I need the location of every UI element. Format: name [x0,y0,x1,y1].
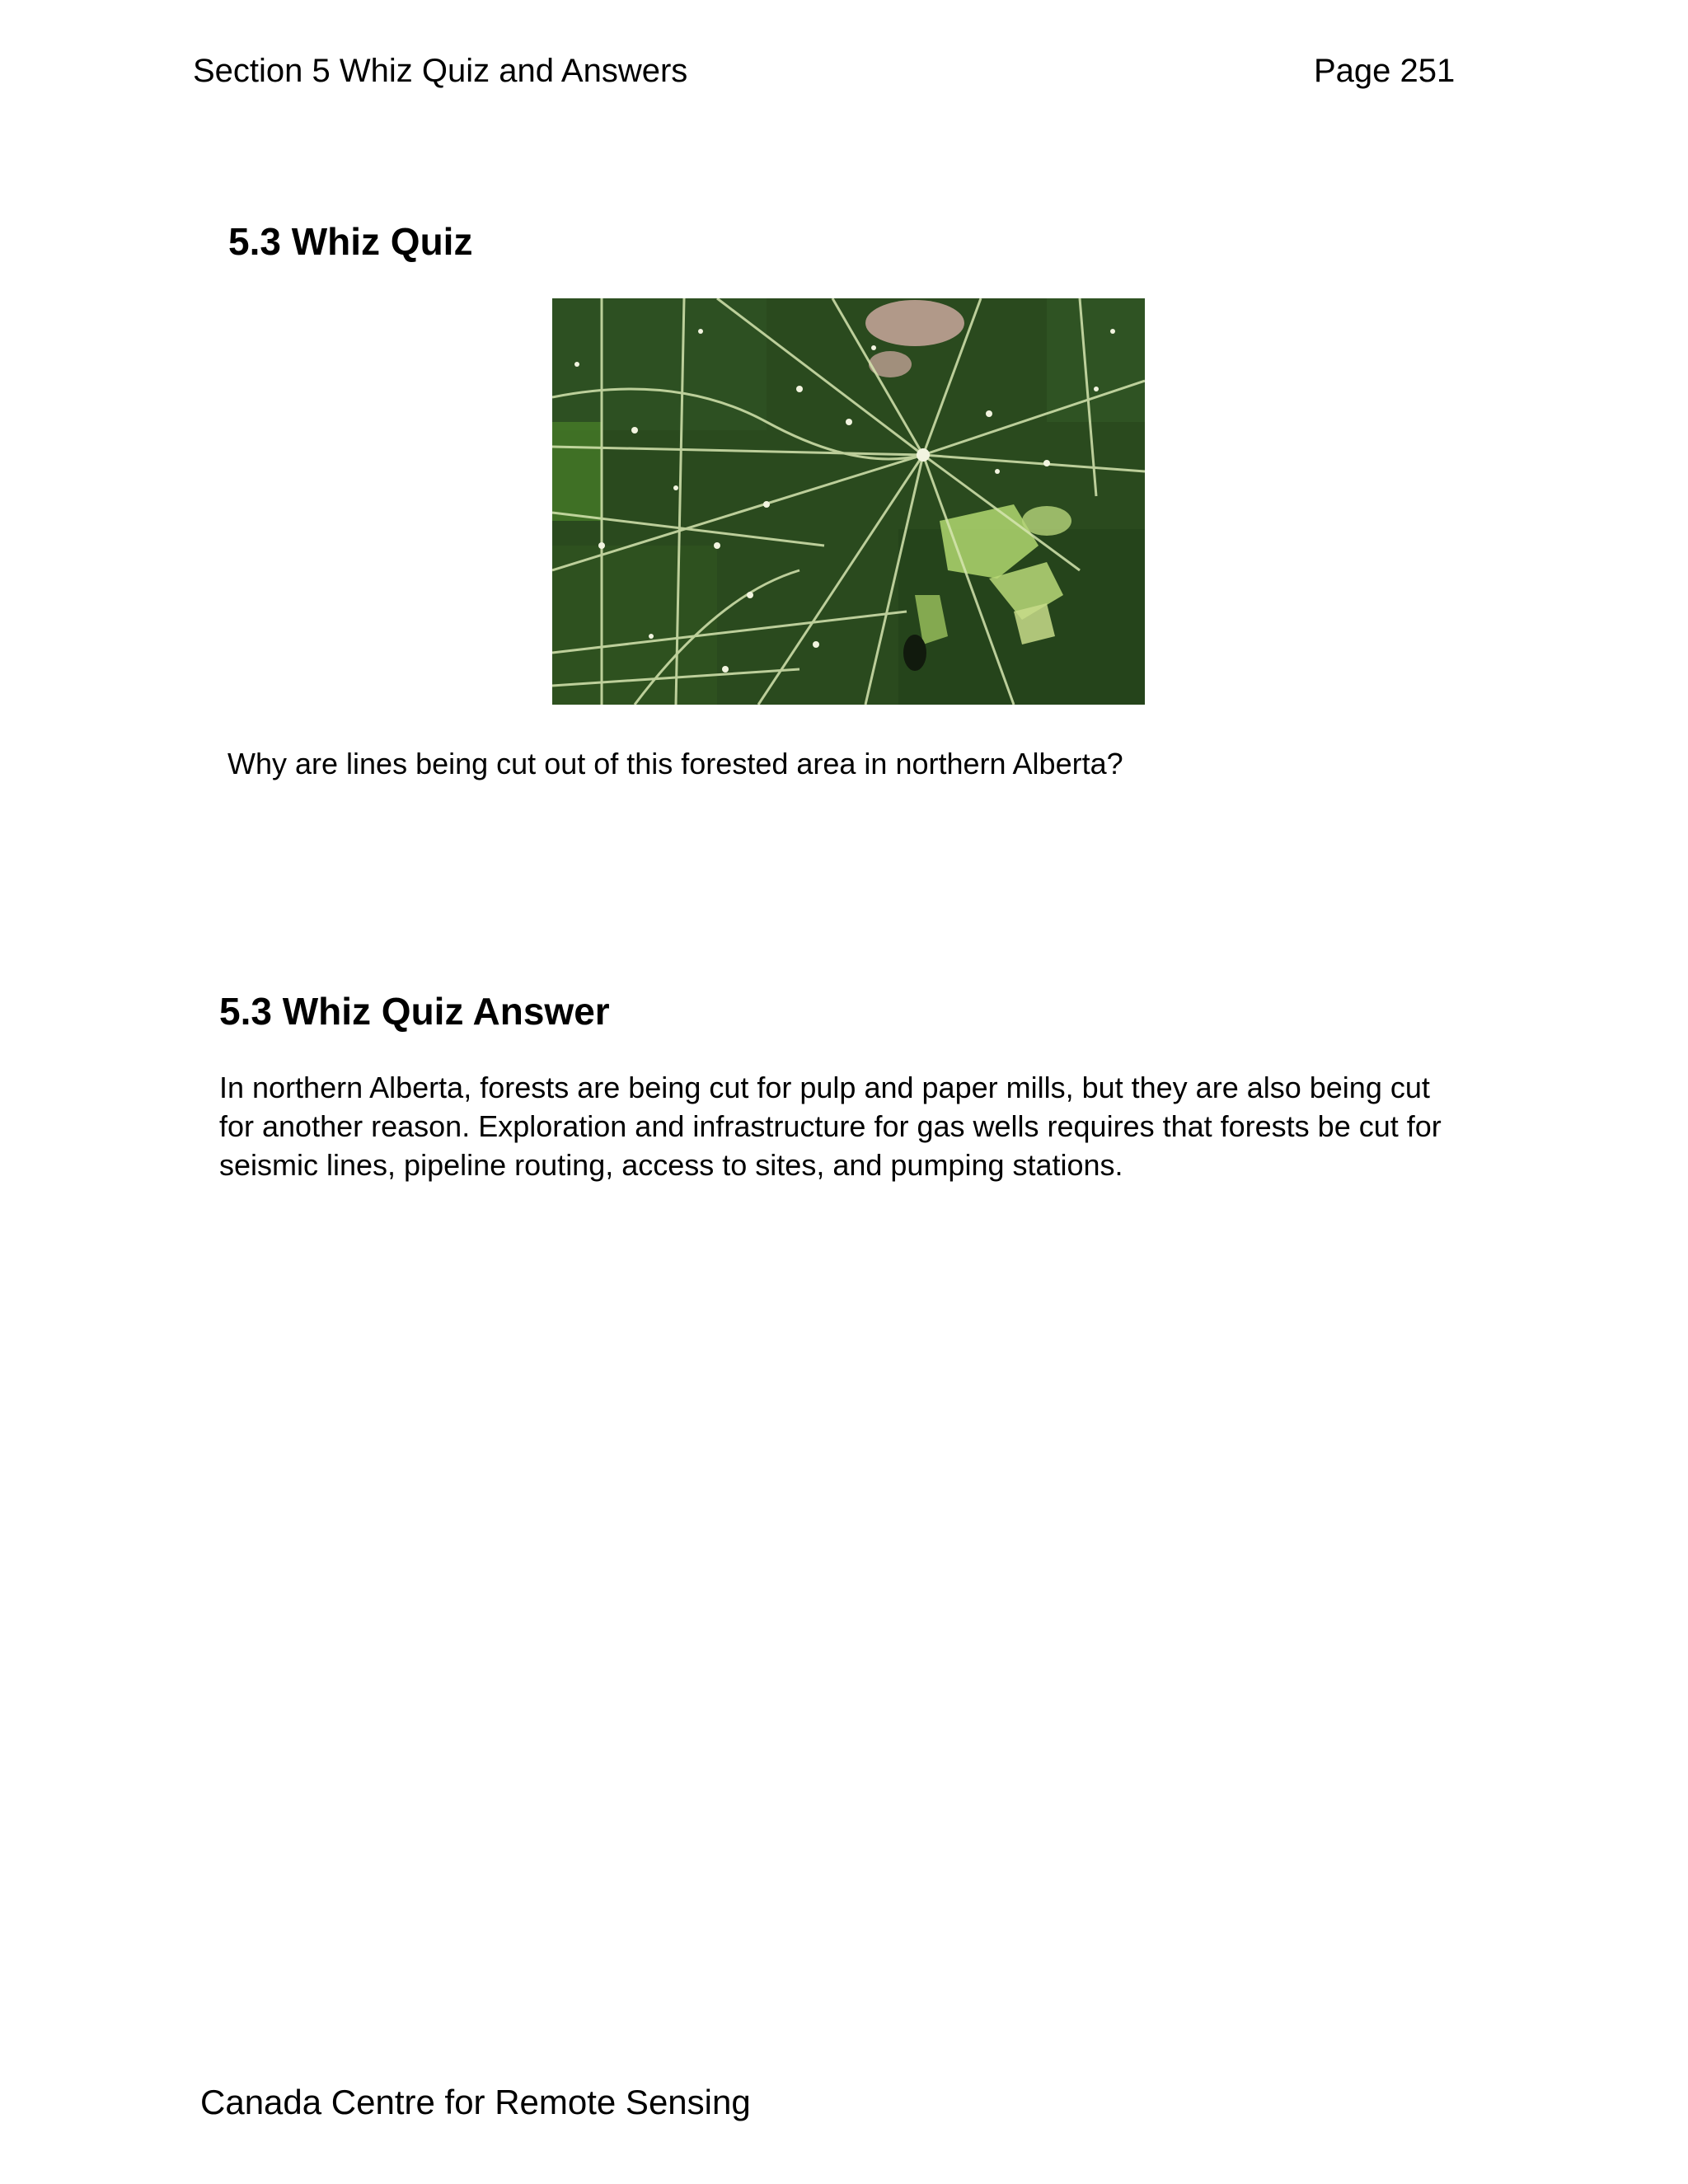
satellite-image-svg [552,298,1145,705]
answer-paragraph: In northern Alberta, forests are being cut for pulp and paper mills, but they are also being cut for another reason. Exploration and infrastructure for gas wells requires that forests be cut for seismic lines, pipeline routing, access to sites, and pumping stations. [219,1071,1442,1182]
satellite-image-forest-cutlines [552,298,1145,705]
running-header-section-title: Section 5 Whiz Quiz and Answers [193,53,688,89]
answer-heading: 5.3 Whiz Quiz Answer [219,990,610,1033]
running-header-page-number: Page 251 [1314,53,1456,89]
running-footer-organization: Canada Centre for Remote Sensing [200,2083,751,2121]
quiz-heading: 5.3 Whiz Quiz [228,220,473,263]
quiz-question: Why are lines being cut out of this forested area in northern Alberta? [227,747,1123,780]
